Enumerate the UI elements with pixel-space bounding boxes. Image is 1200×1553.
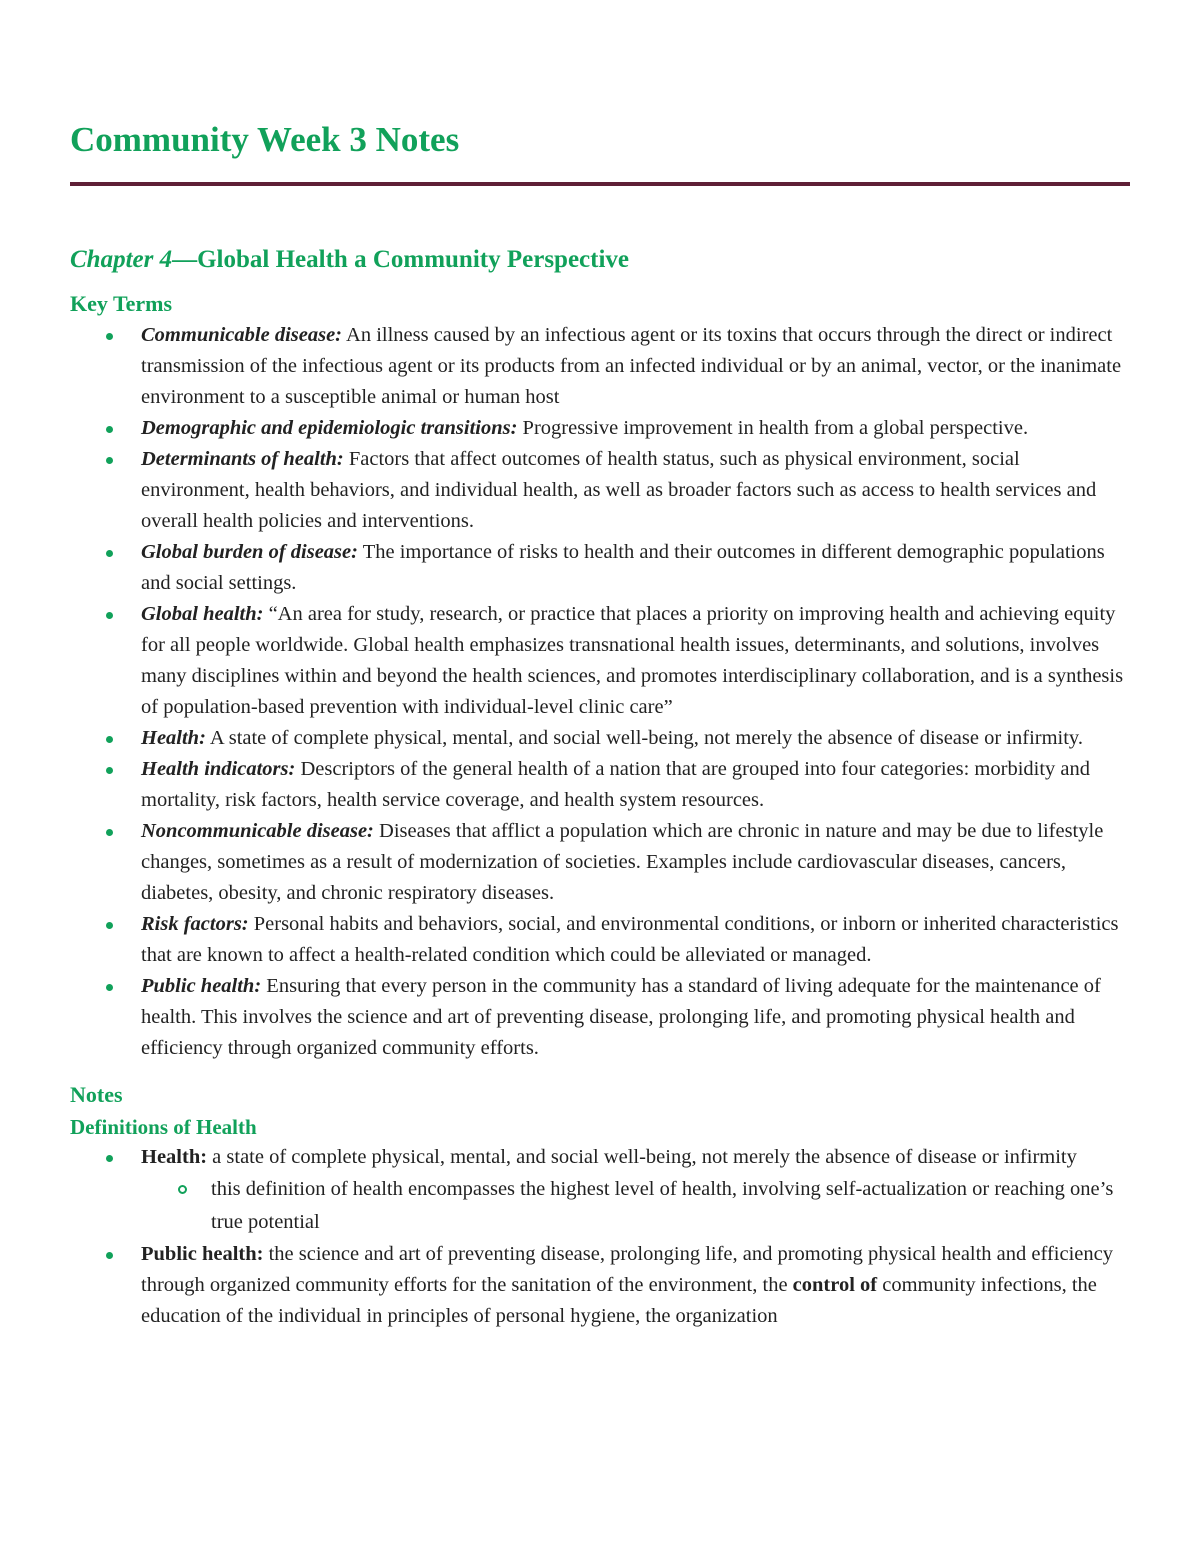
list-item [70, 537, 1130, 599]
term-definition: A state of complete physical, mental, and social well-being, not merely the absence of disease or infirmity. [205, 727, 1083, 749]
list-item [70, 320, 1130, 413]
term-label: Determinants of health: [141, 448, 344, 470]
list-item [70, 754, 1130, 816]
term-label: Health: [141, 1146, 208, 1168]
list-item [70, 444, 1130, 537]
chapter-heading [70, 244, 1130, 276]
term-definition: Ensuring that every person in the community has a standard of living adequate for the maintenance of health. This involves the science and art of preventing disease, prolonging life, and promoting physical health and efficiency through organized community efforts. [141, 975, 1101, 1059]
term-label: Global burden of disease: [141, 541, 358, 563]
sub-list-item: this definition of health encompasses the highest level of health, involving self-actualization or reaching one’s true potential [141, 1173, 1130, 1239]
term-label: Health: [141, 727, 206, 749]
term-definition: a state of complete physical, mental, and social well-being, not merely the absence of disease or infirmity [207, 1146, 1077, 1168]
list-item [70, 971, 1130, 1064]
term-definition: “An area for study, research, or practice that places a priority on improving health and achieving equity for all people worldwide. Global health emphasizes transnational health issues, determinants, and solutions, involves many disciplines within and beyond the health sciences, and promotes interdisciplinary collaboration, and is a synthesis of population-based prevention with individual-level clinic care” [141, 603, 1124, 718]
list-item [70, 816, 1130, 909]
term-definition: the science and art of preventing disease, prolonging life, and promoting physical health and efficiency through organized community efforts for the sanitation of the environment, the [141, 1243, 1113, 1296]
sub-list [141, 1173, 1130, 1239]
term-definition: An illness caused by an infectious agent or its toxins that occurs through the direct or indirect transmission of the infectious agent or its products from an infected individual or by an animal, vector, or the inanimate environment to a susceptible animal or human host [141, 324, 1122, 408]
chapter-title: Global Health a Community Perspective [197, 246, 630, 273]
term-definition: Descriptors of the general health of a nation that are grouped into four categories: morbidity and mortality, risk factors, health service coverage, and health system resources. [141, 758, 1091, 811]
term-label: Public health: [141, 975, 262, 997]
key-terms-list [70, 320, 1130, 1064]
emphasis-text: control of [792, 1274, 878, 1296]
term-label: Noncommunicable disease: [141, 820, 374, 842]
term-label: Global health: [141, 603, 264, 625]
chapter-dash: — [172, 246, 198, 273]
term-definition: The importance of risks to health and their outcomes in different demographic populations and social settings. [141, 541, 1105, 594]
list-item [70, 413, 1130, 444]
list-item [70, 1142, 1130, 1239]
list-item [70, 599, 1130, 723]
list-item [70, 723, 1130, 754]
term-definition-continued: community infections, the education of the individual in principles of personal hygiene, the organization [141, 1274, 1097, 1327]
key-terms-heading: Key Terms [70, 291, 173, 316]
term-label: Communicable disease: [141, 324, 343, 346]
definitions-subheading: Definitions of Health [70, 1115, 257, 1139]
term-definition: Factors that affect outcomes of health status, such as physical environment, social environment, health behaviors, and individual health, as well as broader factors such as access to health services and overall health policies and interventions. [141, 448, 1097, 532]
document-title: Community Week 3 Notes [70, 120, 460, 159]
term-definition: Progressive improvement in health from a global perspective. [517, 417, 1029, 439]
chapter-label: Chapter 4 [70, 246, 173, 273]
term-label: Risk factors: [141, 913, 249, 935]
term-label: Health indicators: [141, 758, 296, 780]
list-item [70, 909, 1130, 971]
term-definition: Personal habits and behaviors, social, and environmental conditions, or inborn or inherited characteristics that are known to affect a health-related condition which could be alleviated or managed. [141, 913, 1119, 966]
list-item [70, 1239, 1130, 1332]
term-label: Public health: [141, 1243, 264, 1265]
term-definition: Diseases that afflict a population which are chronic in nature and may be due to lifestyle changes, sometimes as a result of modernization of societies. Examples include cardiovascular diseases, cancers, diabetes, obesity, and chronic respiratory diseases. [141, 820, 1104, 904]
notes-heading: Notes [70, 1082, 123, 1107]
notes-list [70, 1142, 1130, 1332]
term-label: Demographic and epidemiologic transitions: [141, 417, 518, 439]
title-divider [70, 182, 1130, 186]
